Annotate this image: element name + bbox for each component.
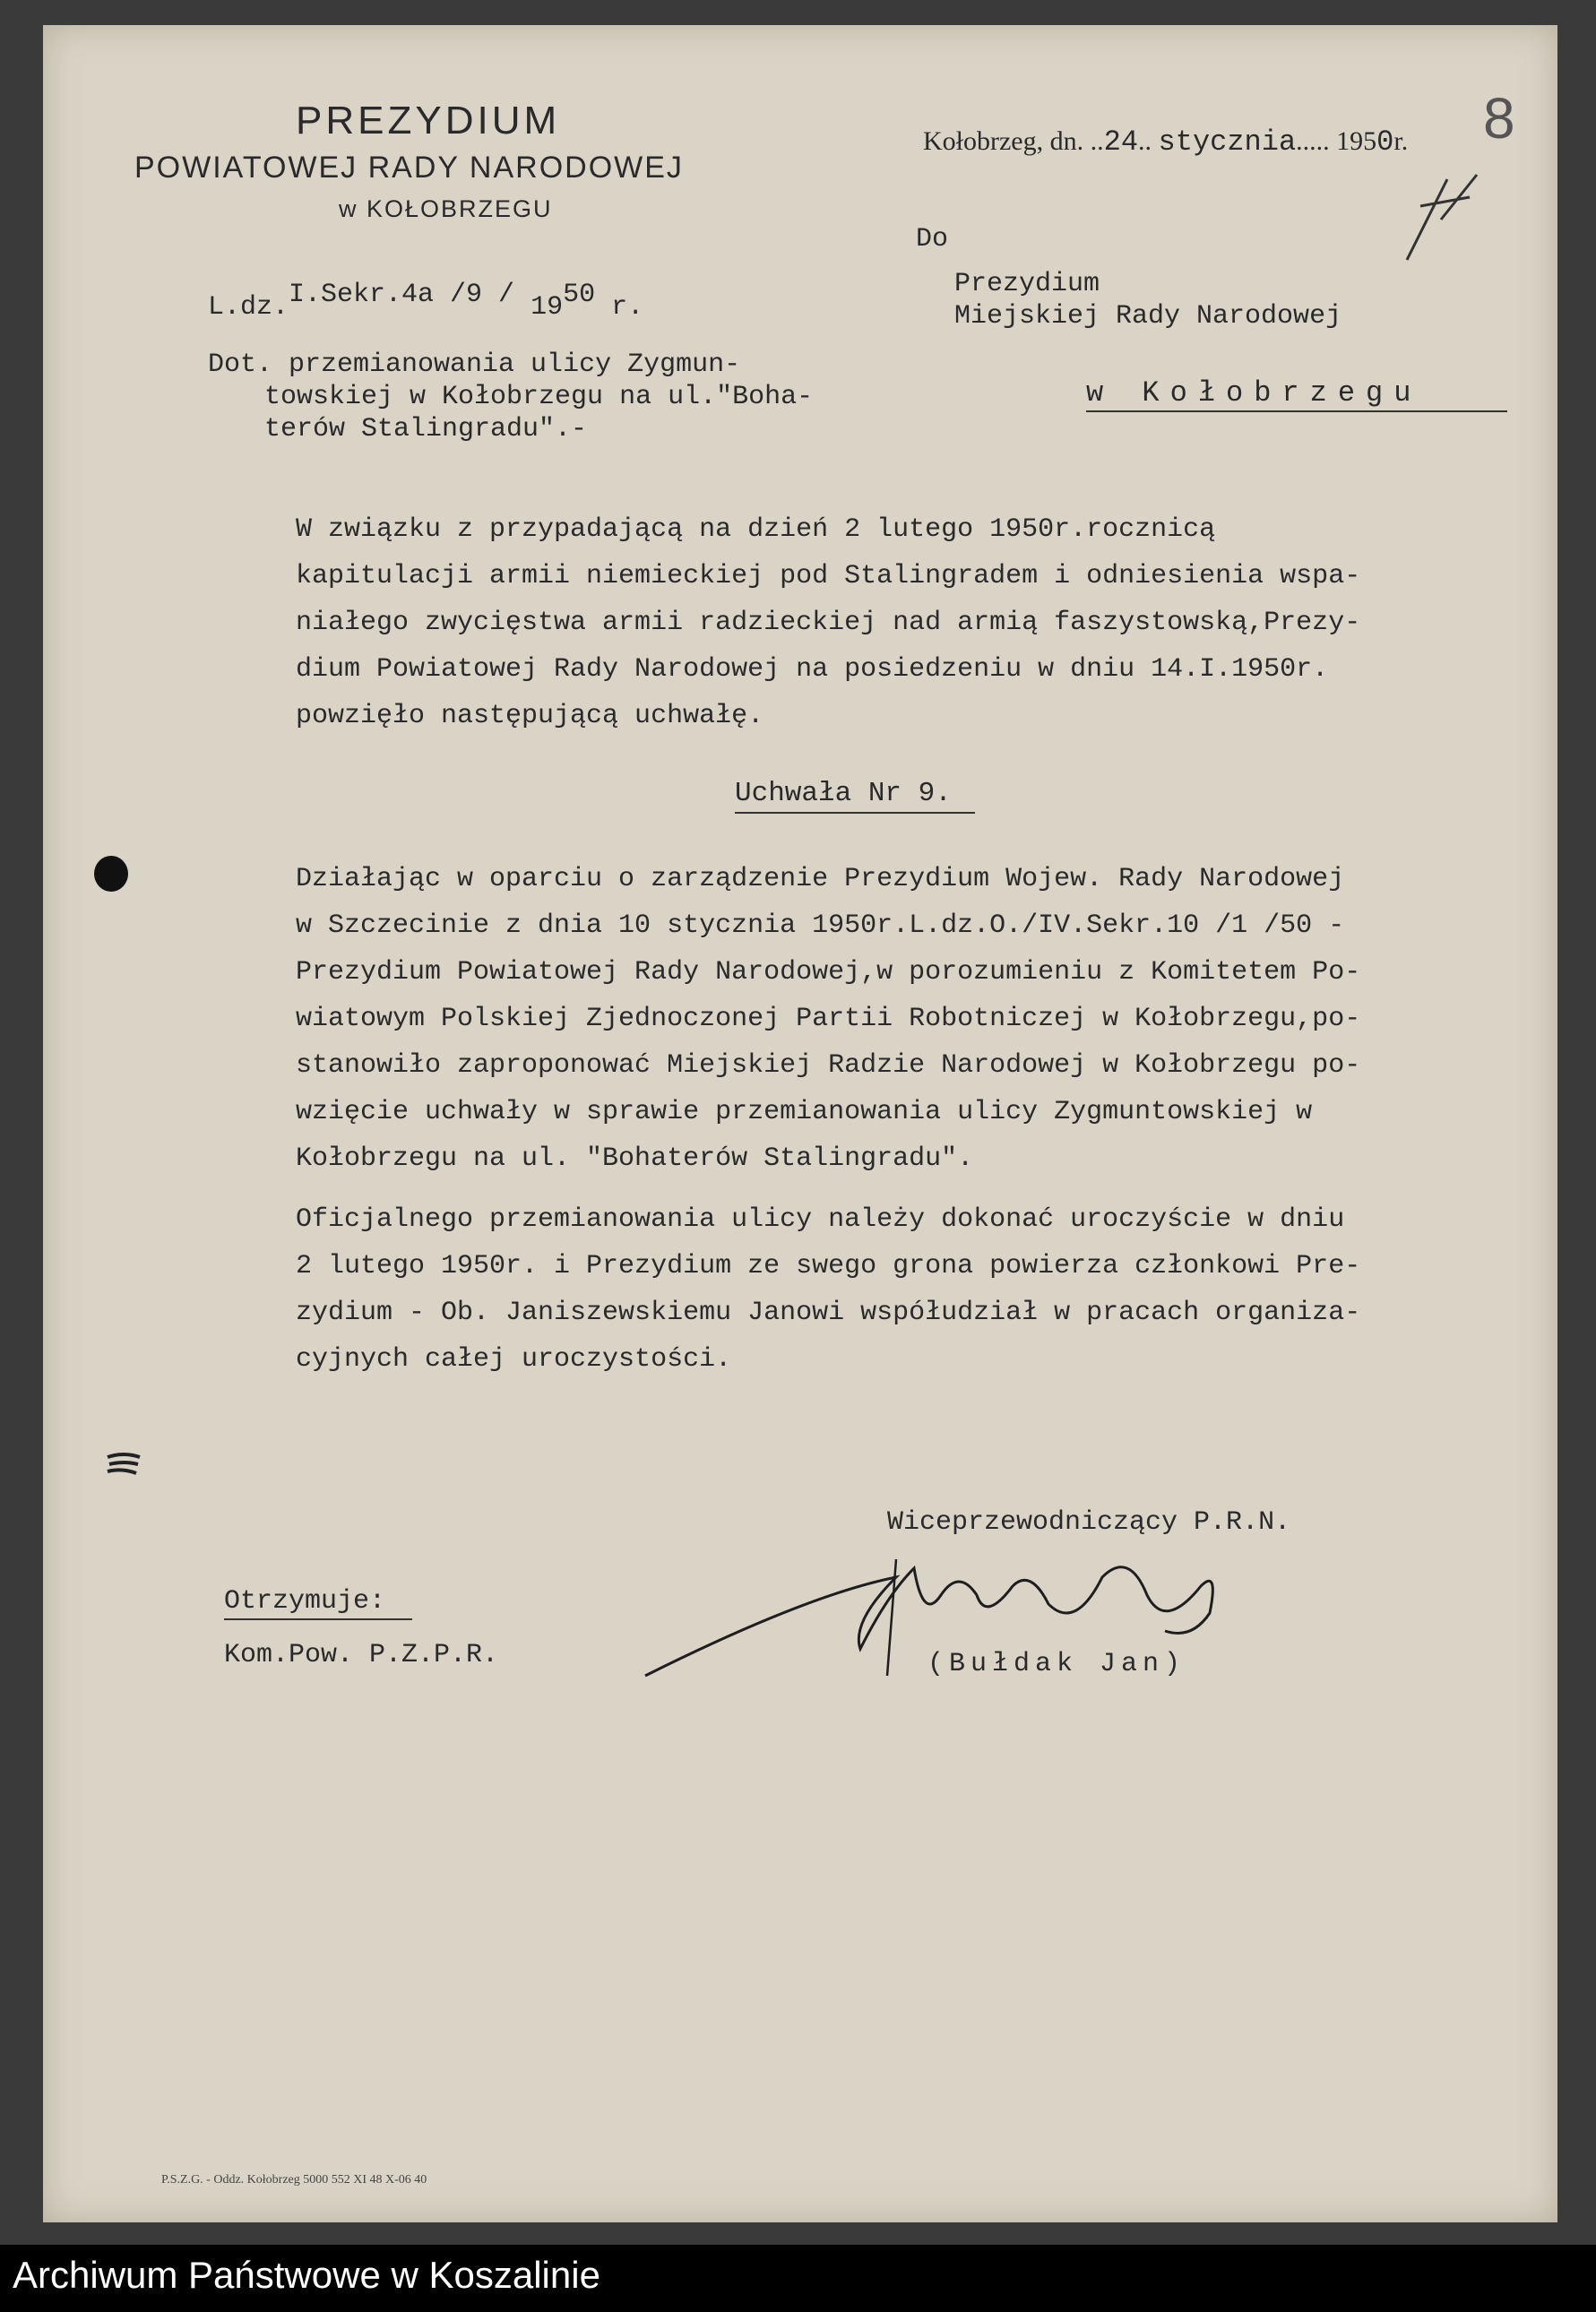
- recipients-heading-underline: [224, 1618, 412, 1620]
- archive-bar: [0, 2245, 1596, 2312]
- date-prefix: Kołobrzeg, dn.: [923, 126, 1084, 156]
- header-subtitle: POWIATOWEJ RADY NARODOWEJ: [134, 151, 684, 185]
- header-title: PREZYDIUM: [296, 99, 561, 142]
- reference-year-suffix: 50: [563, 280, 596, 310]
- recipient-line-1: Prezydium: [954, 269, 1100, 299]
- archive-label: Archiwum Państwowe w Koszalinie: [13, 2254, 600, 2296]
- reference-suffix: r.: [611, 292, 644, 323]
- recipient-line-3: w Kołobrzegu: [1086, 376, 1422, 410]
- date-suffix: r.: [1393, 126, 1409, 156]
- ink-stain: [106, 1452, 142, 1479]
- recipient-line-2: Miejskiej Rady Narodowej: [954, 301, 1342, 332]
- date-month: stycznia: [1158, 125, 1297, 159]
- print-footer: P.S.Z.G. - Oddz. Kołobrzeg 5000 552 XI 48 X-06 40: [161, 2173, 427, 2187]
- subject-line-1: Dot. przemianowania ulicy Zygmun-: [208, 349, 741, 380]
- reference-year-prefix: 19: [531, 292, 564, 323]
- recipient-underline: [1086, 410, 1507, 412]
- reference-value: I.Sekr.4a /9 /: [289, 280, 515, 310]
- paragraph-intro: W związku z przypadającą na dzień 2 lutego 1950r.rocznicą kapitulacji armii niemieckiej pod Stalingradem i odniesienia wspa- niałego zwycięstwa armii radzieckiej nad armią faszystowską,Prezy- dium Powiatowej Rady Narodowej na posiedzeniu w dniu 14.I.1950r. powzięło następującą uchwałę.: [296, 514, 1361, 731]
- recipient-to: Do: [916, 224, 949, 254]
- header-city: w KOŁOBRZEGU: [339, 195, 553, 222]
- resolution-title-underline: [735, 812, 975, 814]
- archive-page-number: 8: [1483, 86, 1515, 151]
- pen-mark-icon: [1398, 170, 1479, 269]
- reference-prefix: L.dz.: [208, 292, 289, 323]
- resolution-title: Uchwała Nr 9.: [735, 778, 952, 809]
- date-year-suffix: 0: [1376, 125, 1394, 159]
- recipients-item: Kom.Pow. P.Z.P.R.: [224, 1640, 499, 1670]
- signatory-name: (Bułdak Jan): [927, 1649, 1186, 1679]
- paragraph-resolution: Działając w oparciu o zarządzenie Prezydium Wojew. Rady Narodowej w Szczecinie z dnia 10 stycznia 1950r.L.dz.O./IV.Sekr.10 /1 /50 - Prezydium Powiatowej Rady Narodowej,w porozumieniu z Komitetem Po- wiatowym Polskiej Zjednoczonej Partii Robotniczej w Kołobrzegu,po- stanowiło zaproponować Miejskiej Radzie Narodowej w Kołobrzegu po- wzięcie uchwały w sprawie przemianowania ulicy Zygmuntowskiej w Kołobrzegu na ul. "Bohaterów Stalingradu".: [296, 864, 1361, 1174]
- subject-line-2: towskiej w Kołobrzegu na ul."Boha-: [264, 382, 814, 412]
- date-day: 24: [1103, 125, 1139, 159]
- date-line: Kołobrzeg, dn. ..24.. stycznia..... 1950r.: [923, 125, 1409, 159]
- recipients-heading: Otrzymuje:: [224, 1586, 386, 1617]
- punch-hole: [94, 856, 128, 892]
- subject-line-3: terów Stalingradu".-: [264, 414, 588, 444]
- reference-number: [208, 280, 644, 323]
- signatory-role: Wiceprzewodniczący P.R.N.: [887, 1507, 1291, 1538]
- paragraph-ceremony: Oficjalnego przemianowania ulicy należy dokonać uroczyście w dniu 2 lutego 1950r. i Prezydium ze swego grona powierza członkowi Pre- zydium - Ob. Janiszewskiemu Janowi współudział w pracach organiza- cyjnych całej uroczystości.: [296, 1204, 1361, 1375]
- date-year-prefix: 195: [1336, 126, 1377, 156]
